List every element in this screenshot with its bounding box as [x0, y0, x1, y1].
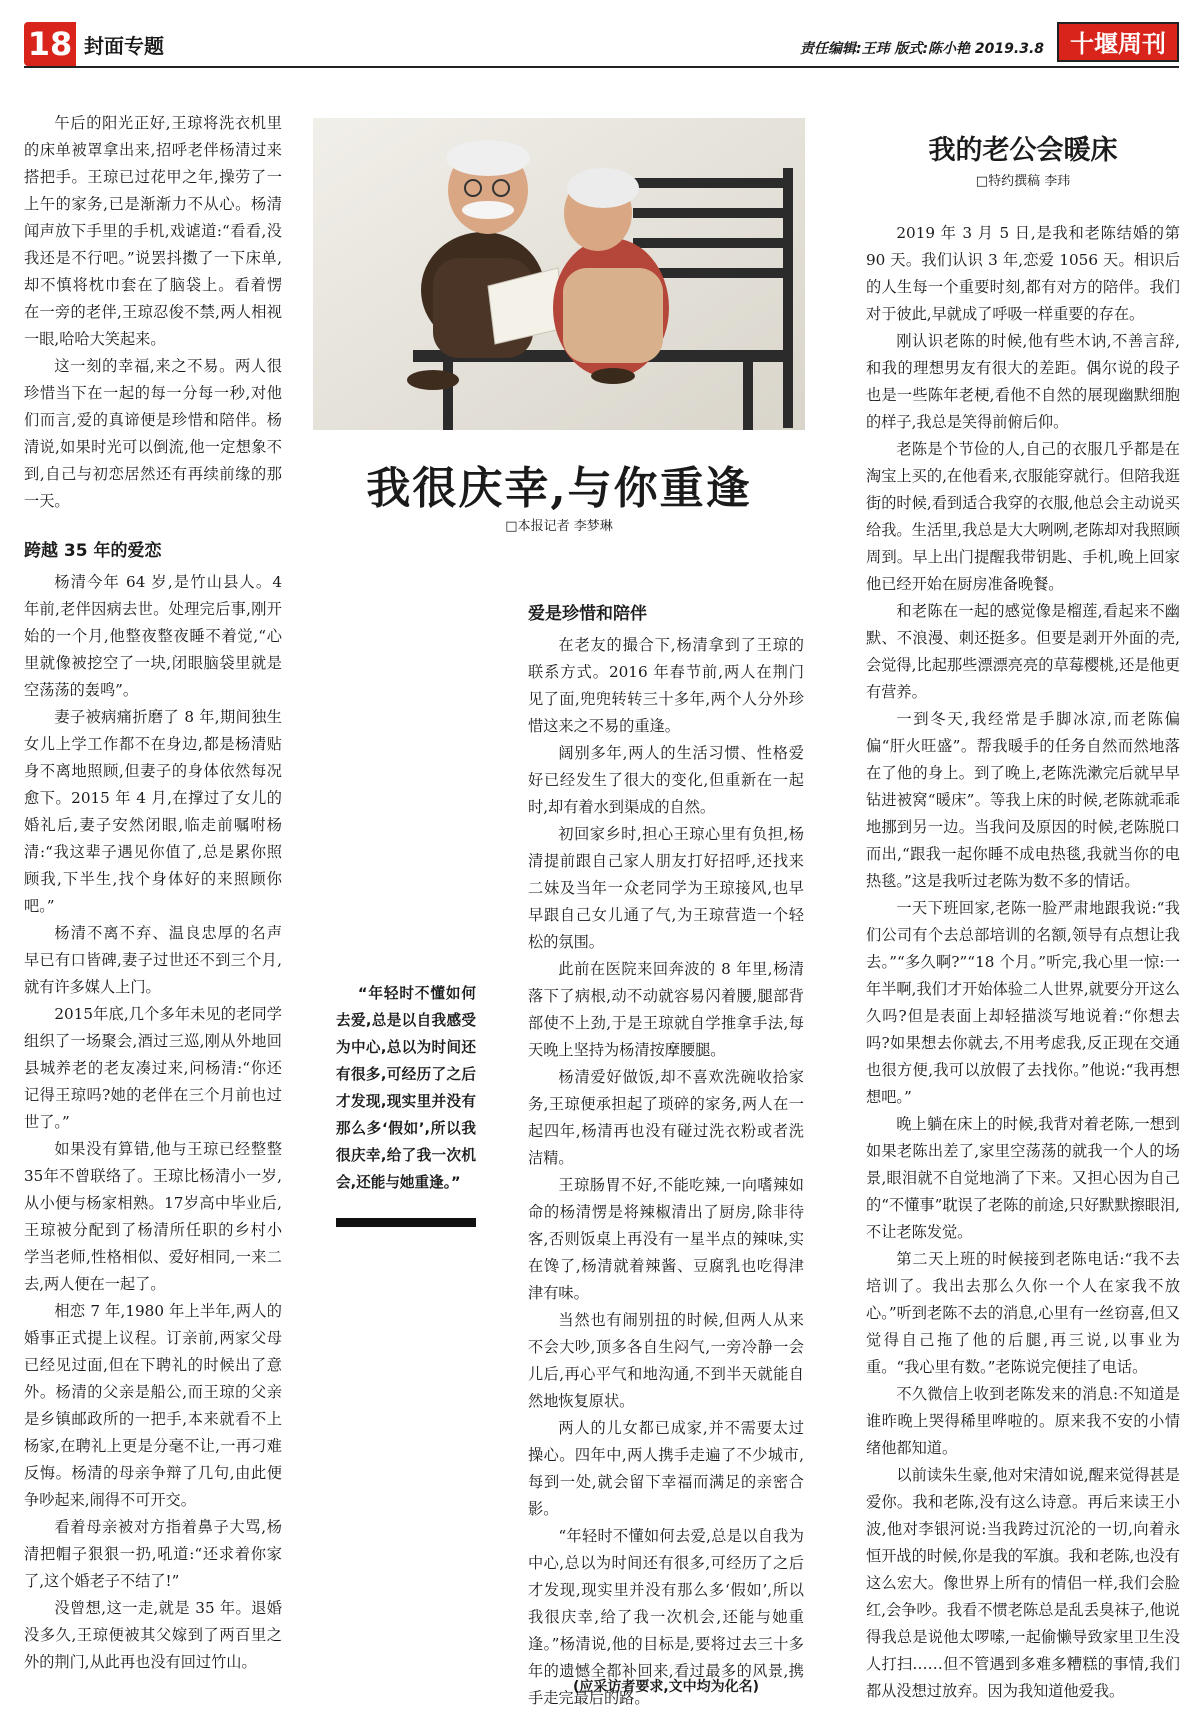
paragraph: 午后的阳光正好,王琼将洗衣机里的床单被罩拿出来,招呼老伴杨清过来搭把手。王琼已过花甲之年,操劳了一上午的家务,已是渐渐力不从心。杨清闻声放下手里的手机,戏谑道:“看看,没我还是不行吧。”说罢抖擞了一下床单,却不慎将枕巾套在了脑袋上。看着愣在一旁的老伴,王琼忍俊不禁,两人相视一眼,哈哈大笑起来。 — [24, 114, 282, 348]
paragraph: 和老陈在一起的感觉像是榴莲,看起来不幽默、不浪漫、刺还挺多。但要是剥开外面的壳,会觉得,比起那些漂漂亮亮的草莓樱桃,还是他更有营养。 — [866, 602, 1180, 701]
newspaper-name: 十堰周刊 — [1057, 22, 1179, 62]
paragraph: 杨清今年 64 岁,是竹山县人。4 年前,老伴因病去世。处理完后事,刚开始的一个月,他整夜整夜睡不着觉,“心里就像被挖空了一块,闭眼脑袋里就是空荡荡的轰鸣”。 — [24, 573, 282, 699]
pull-quote-text: “年轻时不懂如何去爱,总是以自我感受为中心,总以为时间还有很多,可经历了之后才发现,现实里并没有那么多‘假如’,所以我很庆幸,给了我一次机会,还能与她重逢。” — [336, 985, 476, 1191]
subhead: 跨越 35 年的爱恋 — [24, 541, 162, 561]
paragraph: 看着母亲被对方指着鼻子大骂,杨清把帽子狠狠一扔,吼道:“还求着你家了,这个婚老子不结了!” — [24, 1518, 282, 1590]
pseudonym-note: (应采访者要求,文中均为化名) — [572, 1679, 760, 1695]
main-article-column-1 — [24, 110, 282, 1676]
paragraph: 一到冬天,我经常是手脚冰凉,而老陈偏偏“肝火旺盛”。帮我暖手的任务自然而然地落在了他的身上。到了晚上,老陈洗漱完后就早早钻进被窝“暖床”。等我上床的时候,老陈就乖乖地挪到另一边。当我问及原因的时候,老陈脱口而出,“跟我一起你睡不成电热毯,我就当你的电热毯。”这是我听过老陈为数不多的情话。 — [866, 710, 1180, 890]
paragraph: 在老友的撮合下,杨清拿到了王琼的联系方式。2016 年春节前,两人在荆门见了面,兜兜转转三十多年,两个人分外珍惜这来之不易的重逢。 — [528, 636, 804, 735]
paragraph: 当然也有闹别扭的时候,但两人从来不会大吵,顶多各自生闷气,一旁冷静一会儿后,再心平气和地沟通,不到半天就能自然地恢复原状。 — [528, 1311, 804, 1410]
couple-figurine-illustration — [313, 118, 805, 430]
pull-quote-bar — [336, 1218, 476, 1227]
paragraph: 老陈是个节俭的人,自己的衣服几乎都是在淘宝上买的,在他看来,衣服能穿就行。但陪我逛街的时候,看到适合我穿的衣服,他总会主动说买给我。生活里,我总是大大咧咧,老陈却对我照顾周到。早上出门提醒我带钥匙、手机,晚上回家他已经开始在厨房准备晚餐。 — [866, 440, 1180, 593]
paragraph: 晚上躺在床上的时候,我背对着老陈,一想到如果老陈出差了,家里空荡荡的就我一个人的场景,眼泪就不自觉地淌了下来。又担心因为自己的“不懂事”耽误了老陈的前途,只好默默擦眼泪,不让老陈发觉。 — [866, 1115, 1180, 1241]
subhead: 爱是珍惜和陪伴 — [528, 604, 647, 624]
page-header — [24, 22, 1179, 68]
side-article-byline: □特约撰稿 李玮 — [975, 174, 1071, 189]
paragraph: 初回家乡时,担心王琼心里有负担,杨清提前跟自己家人朋友打好招呼,还找来二妹及当年一众老同学为王琼接风,也早早跟自己女儿通了气,为王琼营造一个轻松的氛围。 — [528, 825, 804, 951]
pull-quote — [336, 980, 476, 1196]
paragraph: 以前读朱生豪,他对宋清如说,醒来觉得甚是爱你。我和老陈,没有这么诗意。再后来读王小波,他对李银河说:当我跨过沉沦的一切,向着永恒开战的时候,你是我的军旗。我和老陈,也没有这么宏大。像世界上所有的情侣一样,我们会脸红,会争吵。我看不惯老陈总是乱丢臭袜子,他说得我总是说他太啰嗦,一起偷懒导致家里卫生没人打扫……但不管遇到多难多糟糕的事情,我们都从没想过放弃。因为我知道他爱我。 — [866, 1466, 1180, 1700]
paragraph: 一天下班回家,老陈一脸严肃地跟我说:“我们公司有个去总部培训的名额,领导有点想让我去。”“多久啊?”“18 个月。”听完,我心里一惊:一年半啊,我们才开始体验二人世界,就要分开这么久吗?但是表面上却轻描淡写地说着:“你想去吗?如果想去你就去,不用考虑我,反正现在交通也很方便,我可以放假了去找你。”他说:“我再想想吧。” — [866, 899, 1180, 1106]
paragraph: 第二天上班的时候接到老陈电话:“我不去培训了。我出去那么久你一个人在家我不放心。”听到老陈不去的消息,心里有一丝窃喜,但又觉得自己拖了他的后腿,再三说,以事业为重。“我心里有数。”老陈说完便挂了电话。 — [866, 1250, 1180, 1376]
paragraph: 王琼肠胃不好,不能吃辣,一向嗜辣如命的杨清愣是将辣椒清出了厨房,除非待客,否则饭桌上再没有一星半点的辣味,实在馋了,杨清就着辣酱、豆腐乳也吃得津津有味。 — [528, 1176, 804, 1302]
paragraph: 两人的儿女都已成家,并不需要太过操心。四年中,两人携手走遍了不少城市,每到一处,就会留下幸福而满足的亲密合影。 — [528, 1419, 804, 1518]
paragraph: “年轻时不懂如何去爱,总是以自我为中心,总以为时间还有很多,可经历了之后才发现,现实里并没有那么多‘假如’,所以我很庆幸,给了我一次机会,还能与她重逢。”杨清说,他的目标是,要将过去三十多年的遗憾全都补回来,看过最多的风景,携手走完最后的路。 — [528, 1527, 804, 1707]
paragraph: 阔别多年,两人的生活习惯、性格爱好已经发生了很大的变化,但重新在一起时,却有着水到渠成的自然。 — [528, 744, 804, 816]
side-article-headline: 我的老公会暖床 — [928, 135, 1118, 166]
paragraph: 杨清爱好做饭,却不喜欢洗碗收拾家务,王琼便承担起了琐碎的家务,两人在一起四年,杨清再也没有碰过洗衣粉或者洗洁精。 — [528, 1068, 804, 1167]
paragraph: 2019 年 3 月 5 日,是我和老陈结婚的第 90 天。我们认识 3 年,恋爱 1056 天。相识后的人生每一个重要时刻,都有对方的陪伴。我们对于彼此,早就成了呼吸一样重要的存在。 — [866, 224, 1180, 323]
paragraph: 这一刻的幸福,来之不易。两人很珍惜当下在一起的每一分每一秒,对他们而言,爱的真谛便是珍惜和陪伴。杨清说,如果时光可以倒流,他一定想象不到,自己与初恋居然还有再续前缘的那一天。 — [24, 357, 282, 510]
paragraph: 刚认识老陈的时候,他有些木讷,不善言辞,和我的理想男友有很大的差距。偶尔说的段子也是一些陈年老梗,看他不自然的展现幽默细胞的样子,我总是笑得前俯后仰。 — [866, 332, 1180, 431]
paragraph: 妻子被病痛折磨了 8 年,期间独生女儿上学工作都不在身边,都是杨清贴身不离地照顾,但妻子的身体依然每况愈下。2015 年 4 月,在撑过了女儿的婚礼后,妻子安然闭眼,临走前嘱咐杨清:“我这辈子遇见你值了,总是累你照顾我,下半生,找个身体好的来照顾你吧。” — [24, 708, 282, 915]
side-article-column — [866, 220, 1180, 1705]
paragraph: 杨清不离不弃、温良忠厚的名声早已有口皆碑,妻子过世还不到三个月,就有许多媒人上门。 — [24, 924, 282, 996]
editor-credits: 责任编辑:王玮 版式:陈小艳 2019.3.8 — [799, 41, 1044, 57]
paragraph: 不久微信上收到老陈发来的消息:不知道是谁昨晚上哭得稀里哗啦的。原来我不安的小情绪他都知道。 — [866, 1385, 1180, 1457]
section-title: 封面专题 — [84, 34, 164, 58]
main-byline: □本报记者 李梦琳 — [505, 519, 613, 534]
paragraph: 相恋 7 年,1980 年上半年,两人的婚事正式提上议程。订亲前,两家父母已经见过面,但在下聘礼的时候出了意外。杨清的父亲是船公,而王琼的父亲是乡镇邮政所的一把手,本来就看不上杨家,在聘礼上更是分毫不让,一再刁难反悔。杨清的母亲争辩了几句,由此便争吵起来,闹得不可开交。 — [24, 1302, 282, 1509]
paragraph: 如果没有算错,他与王琼已经整整35年不曾联络了。王琼比杨清小一岁,从小便与杨家相熟。17岁高中毕业后,王琼被分配到了杨清所任职的乡村小学当老师,性格相似、爱好相同,一来二去,两人便在一起了。 — [24, 1140, 282, 1293]
elderly-couple-photo — [313, 118, 805, 430]
main-article-column-2 — [528, 596, 804, 1712]
page-number: 18 — [24, 22, 76, 66]
paragraph: 2015年底,几个多年未见的老同学组织了一场聚会,酒过三巡,刚从外地回县城养老的老友凑过来,问杨清:“你还记得王琼吗?她的老伴在三个月前也过世了。” — [24, 1005, 282, 1131]
paragraph: 没曾想,这一走,就是 35 年。退婚没多久,王琼便被其父嫁到了两百里之外的荆门,从此再也没有回过竹山。 — [24, 1599, 282, 1671]
paragraph: 此前在医院来回奔波的 8 年里,杨清落下了病根,动不动就容易闪着腰,腿部背部使不上劲,于是王琼就自学推拿手法,每天晚上坚持为杨清按摩腰腿。 — [528, 960, 804, 1059]
main-headline: 我很庆幸,与你重逢 — [366, 463, 752, 514]
